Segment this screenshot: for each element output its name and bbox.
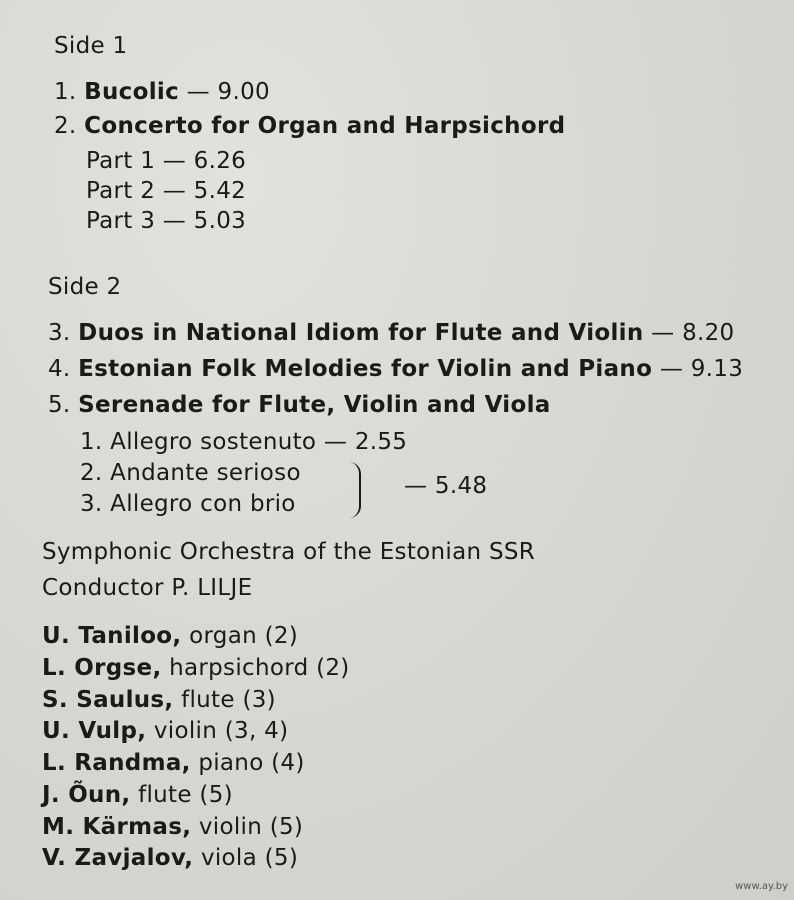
performer-role: harpsichord (2) bbox=[169, 655, 350, 681]
performer-row bbox=[42, 717, 288, 745]
performer-row bbox=[42, 654, 350, 682]
track-title: Duos in National Idiom for Flute and Violin bbox=[78, 320, 644, 346]
performer-name: U. Vulp, bbox=[42, 718, 147, 744]
performer-role: violin (3, 4) bbox=[153, 718, 289, 744]
track-number: 3. bbox=[48, 320, 71, 346]
track-number: 4. bbox=[48, 356, 71, 382]
track-4 bbox=[48, 355, 743, 383]
part-1: Part 1 — 6.26 bbox=[86, 148, 247, 174]
track-1 bbox=[54, 78, 270, 106]
track-5 bbox=[48, 391, 551, 419]
performer-role: flute (3) bbox=[181, 687, 276, 713]
side2-heading: Side 2 bbox=[48, 274, 122, 300]
performer-role: piano (4) bbox=[198, 750, 305, 776]
part-3: Part 3 — 5.03 bbox=[86, 208, 247, 234]
performer-name: S. Saulus, bbox=[42, 687, 174, 713]
performer-name: L. Randma, bbox=[42, 750, 191, 776]
track-2 bbox=[54, 112, 565, 140]
movement-brace bbox=[345, 462, 361, 518]
movement-2: 2. Andante serioso bbox=[80, 460, 301, 486]
performer-name: L. Orgse, bbox=[42, 655, 162, 681]
performer-row bbox=[42, 781, 233, 809]
movement-1: 1. Allegro sostenuto — 2.55 bbox=[80, 429, 408, 455]
performer-name: M. Kärmas, bbox=[42, 814, 192, 840]
track-title: Serenade for Flute, Violin and Viola bbox=[78, 392, 551, 418]
track-number: 2. bbox=[54, 113, 77, 139]
performer-row bbox=[42, 813, 303, 841]
performer-row bbox=[42, 844, 298, 872]
performer-name: J. Õun, bbox=[42, 782, 131, 808]
track-title: Estonian Folk Melodies for Violin and Piano bbox=[78, 356, 653, 382]
watermark: www.ay.by bbox=[735, 881, 788, 892]
performer-role: violin (5) bbox=[198, 814, 304, 840]
track-number: 1. bbox=[54, 79, 77, 105]
track-duration: — 8.20 bbox=[651, 320, 735, 346]
performer-role: organ (2) bbox=[189, 623, 299, 649]
performer-row bbox=[42, 622, 298, 650]
side1-heading: Side 1 bbox=[54, 33, 128, 59]
track-title: Bucolic bbox=[84, 79, 180, 105]
track-3 bbox=[48, 319, 735, 347]
track-duration: — 9.13 bbox=[659, 356, 744, 382]
conductor-line: Conductor P. LILJE bbox=[42, 575, 253, 601]
performer-name: U. Taniloo, bbox=[42, 623, 182, 649]
performer-role: flute (5) bbox=[138, 782, 233, 808]
orchestra-line: Symphonic Orchestra of the Estonian SSR bbox=[42, 539, 536, 565]
performer-row bbox=[42, 749, 305, 777]
performer-name: V. Zavjalov, bbox=[42, 845, 194, 871]
part-2: Part 2 — 5.42 bbox=[86, 178, 247, 204]
performer-role: viola (5) bbox=[200, 845, 299, 871]
performer-row bbox=[42, 686, 276, 714]
combined-duration: — 5.48 bbox=[404, 473, 488, 499]
track-title: Concerto for Organ and Harpsichord bbox=[84, 113, 566, 139]
track-number: 5. bbox=[48, 392, 71, 418]
track-duration: — 9.00 bbox=[186, 79, 270, 105]
movement-3: 3. Allegro con brio bbox=[80, 491, 296, 517]
